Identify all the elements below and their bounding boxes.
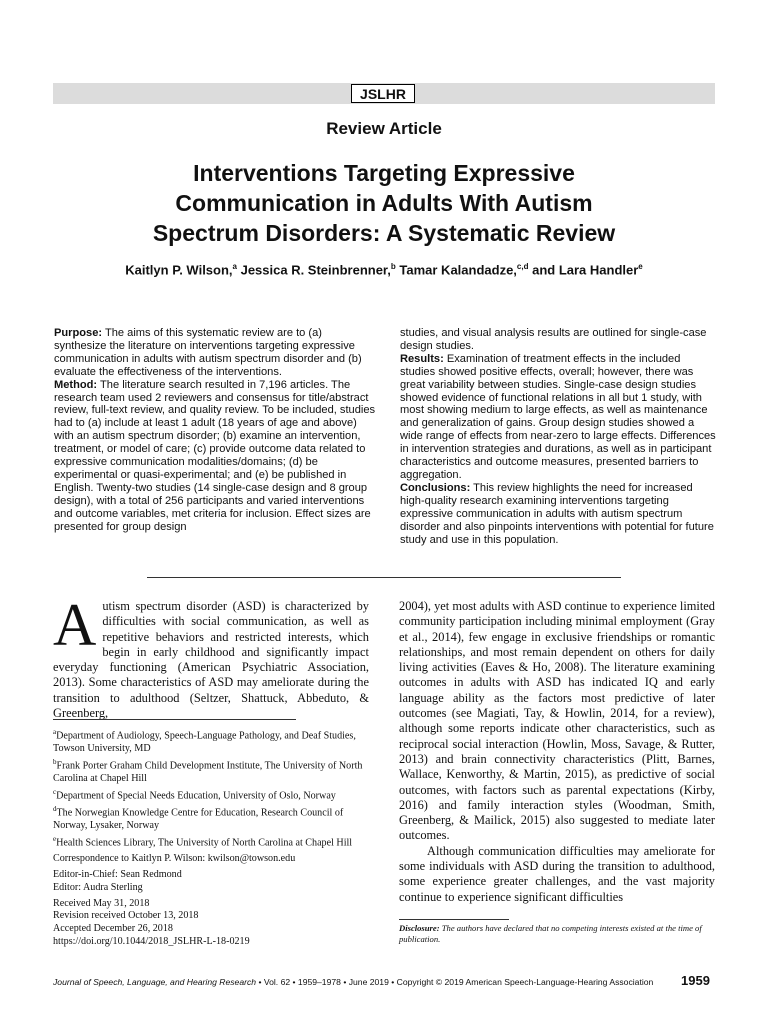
title-line: Spectrum Disorders: A Systematic Review xyxy=(152,220,616,246)
body-paragraph: 2004), yet most adults with ASD continue to experience limited community participation including minimal employment (Gray et al., 2014), few engage in exclusive friendships or romantic relationships, and most remain dependent on others for daily living activities (Eaves & Ho, 2008). The literature examining outcomes in adults with ASD has indicated IQ and early language ability as the factors most predictive of later outcomes (see Magiati, Tay, & Howlin, 2014, for a review), although some reports indicate other characteristics, such as reciprocal social interaction (Howlin, Moss, Savage, & Rutter, 2013) and brain connectivity characteristics (Plitt, Barnes, Wallace, Kenworthy, & Martin, 2015), as predictive of social outcomes, with factors such as parental expectations (Kirby, 2016) and family interaction styles (Woodman, Smith, Greenberg, & Mailick, 2015) also suggested to mediate later outcomes. xyxy=(399,599,715,843)
affiliation-mark: a xyxy=(53,728,57,736)
author-affiliation-mark: a xyxy=(232,262,237,271)
abstract-method-text: The literature search resulted in 7,196 articles. The research team used 2 reviewers and consensus for title/abstract review, full-text review, and quality review. To be included, studies had to (a) include at least 1 adult (18 years of age and above) with an autism spectrum disorder; (b) examine an intervention, treatment, or model of care; (c) provide outcome data related to expressive communication modalities/domains; (d) be experimental or quasi-experimental; and (e) be published in English. Twenty-two studies (14 single-case design and 8 group design), with a total of 256 participants and varied interventions and outcome variables, met criteria for inclusion. Effect sizes are presented for group design xyxy=(54,378,376,533)
journal-label: JSLHR xyxy=(351,84,415,103)
author-name: Jessica R. Steinbrenner, xyxy=(236,262,391,278)
abstract-conclusions xyxy=(400,482,718,547)
affiliation-mark: c xyxy=(53,787,57,796)
affiliation-note xyxy=(53,803,369,833)
body-left-column xyxy=(53,592,369,721)
abstract-purpose-label: Purpose: xyxy=(54,327,103,339)
accepted-date: Accepted December 26, 2018 xyxy=(53,923,173,935)
article-title xyxy=(90,158,678,248)
section-divider xyxy=(147,577,621,578)
received-date: Received May 31, 2018 xyxy=(53,897,150,909)
footnotes xyxy=(53,726,369,949)
editor-in-chief: Editor-in-Chief: Sean Redmond xyxy=(53,868,182,880)
affiliation-text: Health Sciences Library, The University of North Carolina at Chapel Hill xyxy=(56,837,353,849)
author-affiliation-mark: c,d xyxy=(516,262,529,271)
disclosure-divider xyxy=(399,919,509,920)
footnote-divider xyxy=(53,719,296,720)
affiliation-note xyxy=(53,726,369,756)
author-affiliation-mark: b xyxy=(390,262,396,271)
abstract-left-column xyxy=(54,327,376,534)
body-right-column xyxy=(399,599,715,905)
abstract-results-label: Results: xyxy=(400,352,444,365)
disclosure xyxy=(399,923,717,945)
abstract-results xyxy=(400,353,718,482)
footer-details: • Vol. 62 • 1959–1978 • June 2019 • Copyright © 2019 American Speech-Language-Hearing Association xyxy=(256,977,654,987)
author-name: Tamar Kalandadze, xyxy=(395,262,517,278)
page-number: 1959 xyxy=(681,973,710,988)
doi-link[interactable]: https://doi.org/10.1044/2018_JSLHR-L-18-0219 xyxy=(53,935,250,947)
intro-paragraph xyxy=(53,592,369,721)
footer-journal-name: Journal of Speech, Language, and Hearing Research xyxy=(53,977,257,987)
drop-cap: A xyxy=(53,592,97,658)
abstract-conclusions-text: This review highlights the need for increased high-quality research examining interventions targeting expressive communication in adults with autism spectrum disorder and also pinpoints interventions with potential for future study and use in this population. xyxy=(400,481,714,546)
disclosure-label: Disclosure: xyxy=(399,923,440,933)
author-name: Kaitlyn P. Wilson, xyxy=(125,262,233,278)
abstract-method-continued: studies, and visual analysis results are outlined for single-case design studies. xyxy=(400,327,707,352)
author-name: and Lara Handler xyxy=(528,262,639,278)
abstract-conclusions-label: Conclusions: xyxy=(400,481,471,494)
author-list xyxy=(60,262,708,277)
affiliation-mark: d xyxy=(53,805,57,814)
affiliation-mark: e xyxy=(53,835,57,844)
author-affiliation-mark: e xyxy=(638,262,643,271)
title-line: Interventions Targeting Expressive xyxy=(193,160,575,186)
affiliation-text: Frank Porter Graham Child Development Institute, The University of North Carolina at Chapel Hill xyxy=(53,760,363,785)
abstract-right-column xyxy=(400,327,718,546)
affiliation-note xyxy=(53,756,369,786)
affiliation-note xyxy=(53,786,369,803)
title-line: Communication in Adults With Autism xyxy=(175,190,593,216)
abstract-results-text: Examination of treatment effects in the included studies showed positive effects, overall; however, there was great variability between studies. Single-case design studies showed evidence of functional relations in all but 1 study, with most showing medium to large effects, as well as maintenance and generalization of gains. Group design studies showed a wide range of effects from near-zero to large effects. Differences in intervention strategies and durations, as well as in participant characteristics and outcome measures, presented barriers to aggregation. xyxy=(400,352,716,481)
footer-citation xyxy=(53,977,673,987)
affiliation-text: Department of Special Needs Education, University of Oslo, Norway xyxy=(56,790,336,802)
disclosure-text: The authors have declared that no competing interests existed at the time of publication. xyxy=(399,923,702,944)
affiliation-mark: b xyxy=(53,757,57,766)
abstract-purpose xyxy=(54,327,376,379)
abstract-purpose-text: The aims of this systematic review are to (a) synthesize the literature on interventions targeting expressive communication in adults with autism spectrum disorder and (b) evaluate the effectiveness of the interventions. xyxy=(54,327,362,378)
correspondence: Correspondence to Kaitlyn P. Wilson: kwilson@towson.edu xyxy=(53,853,296,865)
affiliation-text: The Norwegian Knowledge Centre for Education, Research Council of Norway, Lysaker, Norway xyxy=(53,807,344,832)
affiliation-text: Department of Audiology, Speech-Language Pathology, and Deaf Studies, Towson University, MD xyxy=(53,730,356,755)
body-paragraph: Although communication difficulties may ameliorate for some individuals with ASD during the transition to adulthood, some experience greater challenges, and the vast majority continue to experience significant difficulties xyxy=(399,843,715,904)
intro-text: utism spectrum disorder (ASD) is characterized by difficulties with social communication, as well as repetitive behaviors and restricted interests, which begin in early childhood and significantly impact everyday functioning (American Psychiatric Association, 2013). Some characteristics of ASD may ameliorate during the transition to adulthood (Seltzer, Shattuck, Abbeduto, & Greenberg, xyxy=(53,599,369,721)
editor: Editor: Audra Sterling xyxy=(53,881,143,893)
abstract-method xyxy=(54,379,376,534)
article-type: Review Article xyxy=(326,119,442,138)
affiliation-note xyxy=(53,833,369,850)
revision-date: Revision received October 13, 2018 xyxy=(53,910,199,922)
abstract-method-label: Method: xyxy=(54,378,98,391)
